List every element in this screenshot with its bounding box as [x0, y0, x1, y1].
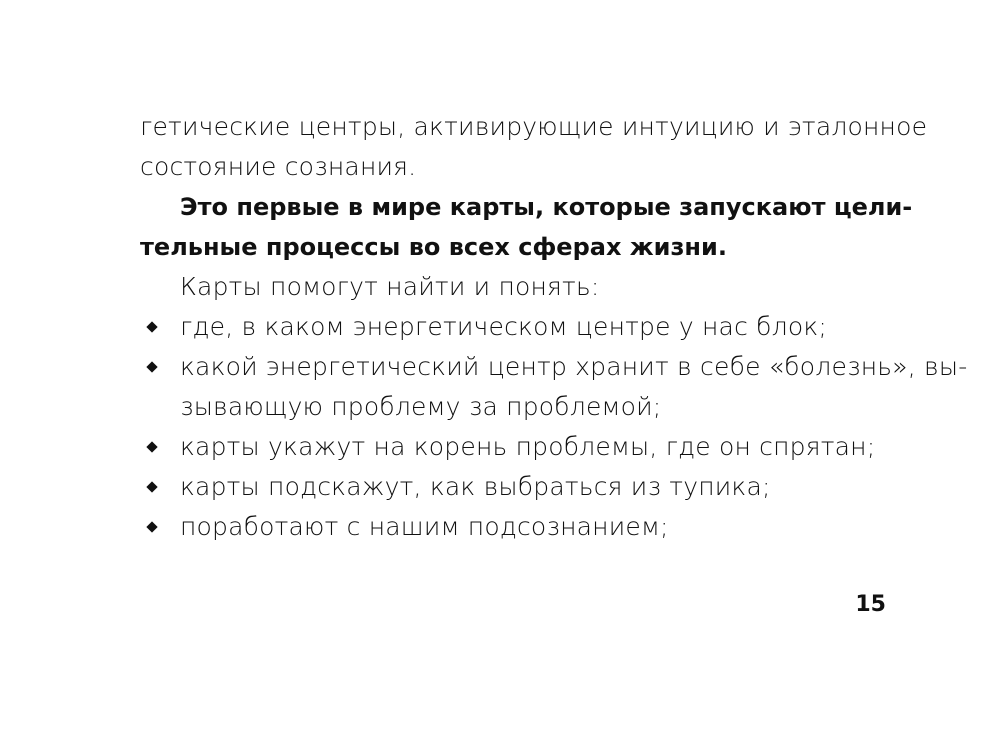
bullet-icon — [146, 521, 157, 532]
list-item — [140, 467, 886, 507]
list-item-text: карты укажут на корень проблемы, где он спрятан; — [180, 432, 876, 461]
list-item-text: поработают с нашим подсознанием; — [180, 512, 669, 541]
list-item — [140, 507, 886, 547]
page-number: 15 — [855, 592, 886, 617]
bullet-icon — [146, 321, 157, 332]
bullet-icon — [146, 441, 157, 452]
paragraph-line: гетические центры, активирующие интуицию и эталонное — [140, 112, 928, 141]
paragraph-line: состояние сознания. — [140, 152, 417, 181]
list-item — [140, 347, 968, 427]
page-body — [140, 107, 968, 547]
list-item-text: зывающую проблему за проблемой; — [180, 392, 662, 421]
intro-line: Карты помогут найти и понять: — [180, 272, 600, 301]
list-item-text: какой энергетический центр хранит в себе «болезнь», вы- — [180, 352, 968, 381]
list-item-text: где, в каком энергетическом центре у нас блок; — [180, 312, 827, 341]
list-item-text: карты подскажут, как выбраться из тупика; — [180, 472, 771, 501]
emphasis-line: Это первые в мире карты, которые запускают цели- — [180, 193, 913, 221]
bullet-icon — [146, 361, 157, 372]
bullet-icon — [146, 481, 157, 492]
list-item — [140, 427, 886, 467]
emphasis-line: тельные процессы во всех сферах жизни. — [140, 233, 727, 261]
list-item — [140, 307, 886, 347]
